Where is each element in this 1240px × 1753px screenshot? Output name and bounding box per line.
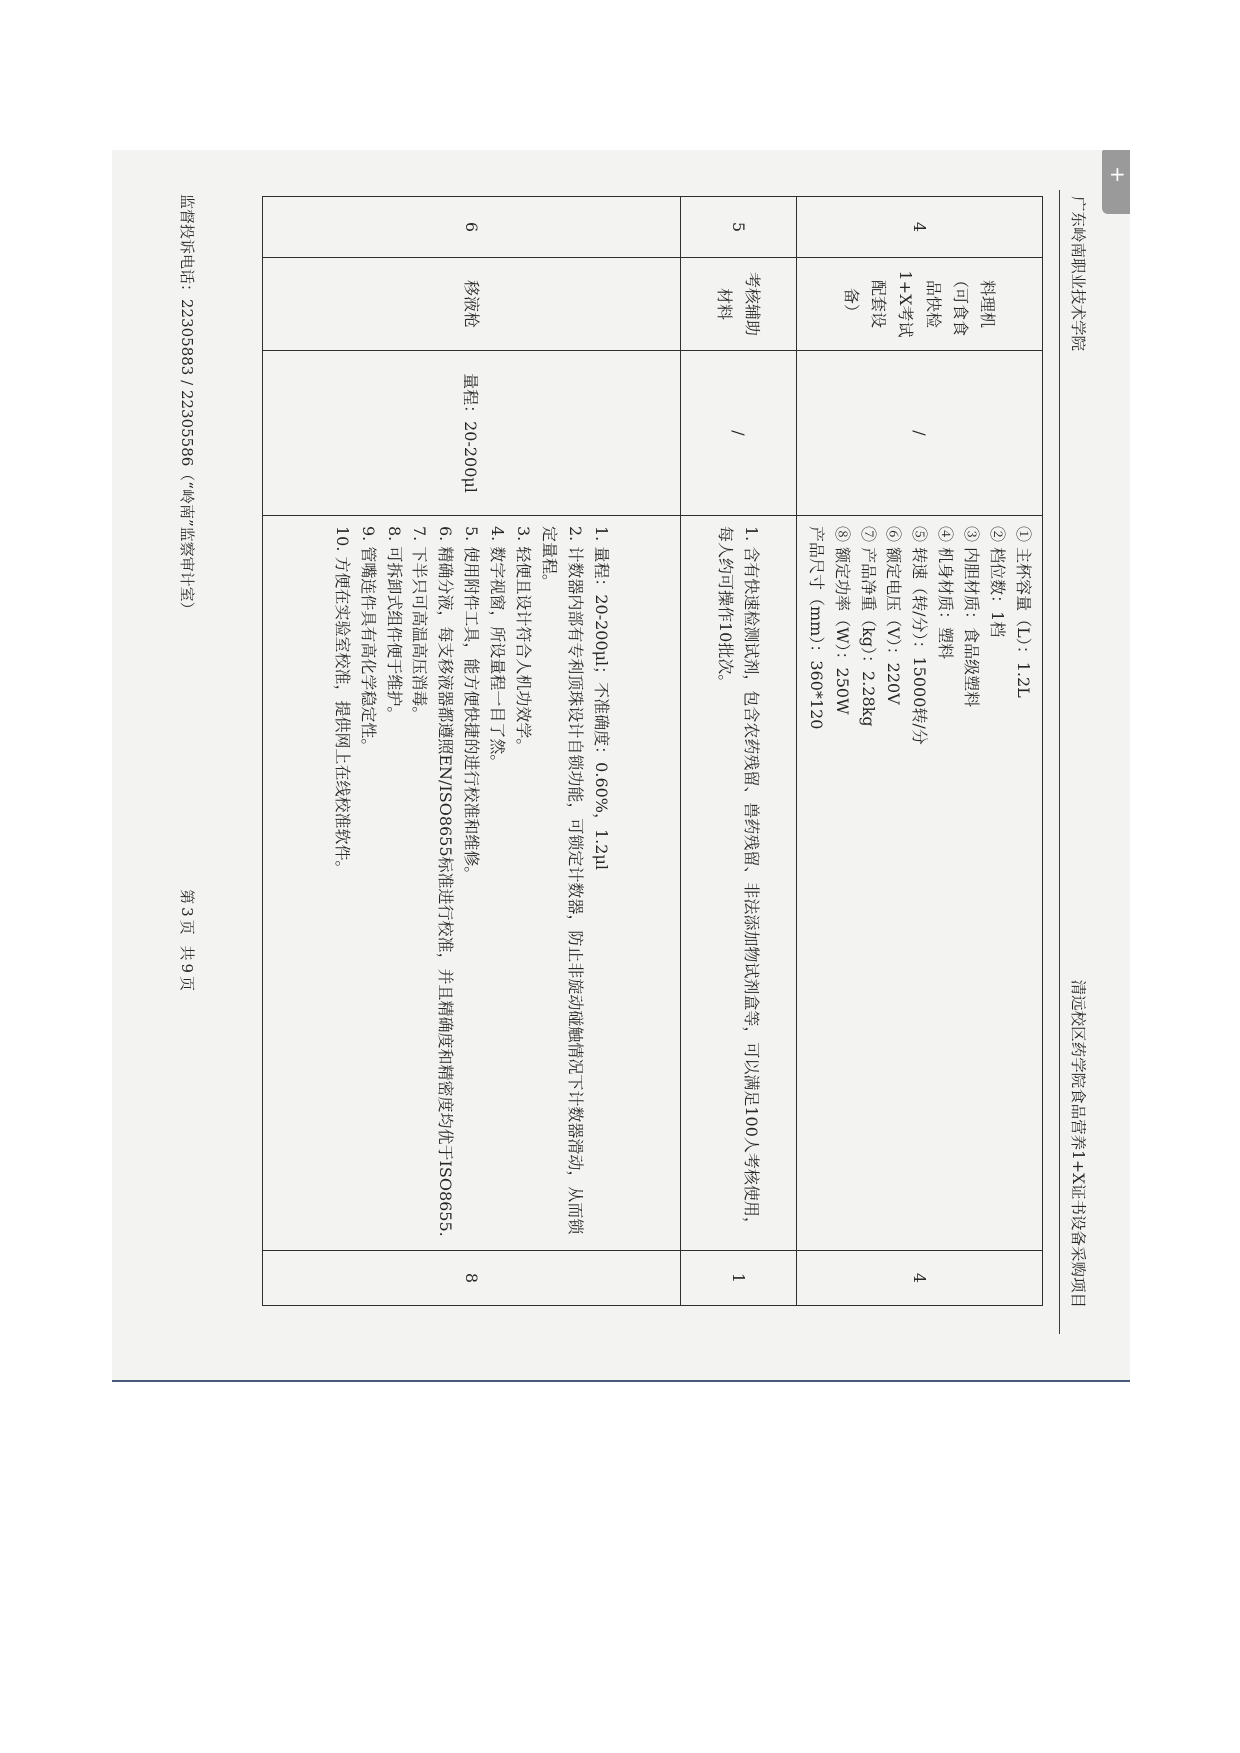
item-param: / <box>680 351 796 516</box>
spec-line: 1. 含有快速检测试剂，包含农药残留、兽药残留、非法添加物试剂盒等，可以满足100人考核使用，每人约可操作10批次。 <box>716 526 762 1233</box>
spec-line: 2. 计数器内部有专利顶珠设计自锁功能，可锁定计数器，防止非旋动碰触情况下计数器滑动，从而锁定量程。 <box>540 526 585 1235</box>
spec-line: ⑥ 额定电压（V）：220V <box>884 526 904 705</box>
equipment-table <box>262 196 1043 1306</box>
plus-icon: + <box>1109 162 1126 186</box>
page-header <box>1059 190 1102 1334</box>
spec-line: ① 主杯容量（L）：1.2L <box>1014 526 1033 698</box>
item-qty: 4 <box>796 1251 1042 1306</box>
project-title: 清远校区药学院食品营养1+X证书设备采购项目 <box>1069 979 1087 1308</box>
table-row <box>262 197 680 1306</box>
item-param: / <box>796 351 1042 516</box>
spec-line: 4. 数字视窗，所设量程一目了然。 <box>488 526 508 771</box>
item-param: 量程：20-200μl <box>262 351 680 516</box>
spec-line: 1. 量程：20-200μl；不准确度：0.60%，1.2μl <box>591 526 611 870</box>
item-name: 移液枪 <box>262 258 680 351</box>
spec-line: 产品尺寸（mm）：360*120 <box>806 526 826 730</box>
item-qty: 8 <box>262 1251 680 1306</box>
table-row <box>796 197 1042 1306</box>
spec-line: ② 档位数：1档 <box>988 526 1008 638</box>
item-name: 料理机 （可食食 品快检 1+X考试 配套设 备） <box>796 258 1042 351</box>
rotated-document <box>112 150 1148 1380</box>
page-number: 第3页 共9页 <box>178 889 196 994</box>
item-spec <box>680 516 796 1251</box>
spec-line: 3. 轻便且设计符合人机功效学。 <box>514 526 534 755</box>
row-index: 6 <box>262 197 680 258</box>
spec-line: ④ 机身材质：塑料 <box>936 526 956 660</box>
spec-line: ③ 内胆材质：食品级塑料 <box>962 526 982 708</box>
school-name: 广东岭南职业技术学院 <box>1069 196 1087 352</box>
item-spec <box>262 516 680 1251</box>
spec-line: 9. 管嘴连件具有高化学稳定性。 <box>358 526 378 755</box>
row-index: 5 <box>680 197 796 258</box>
spec-line: 8. 可拆卸式组件便于维护。 <box>384 526 404 723</box>
spec-line: ⑧ 额定功率（W）：250W <box>832 526 852 715</box>
item-spec <box>796 516 1042 1251</box>
complaint-hotline: 监督投诉电话：22305883 / 22305586（“岭南”监察审计室） <box>178 194 196 617</box>
spec-line: 5. 使用附件工具，能方便快捷的进行校准和维修。 <box>462 526 482 883</box>
table-row <box>680 197 796 1306</box>
spec-line: ⑤ 转速（转/分）：15000转/分 <box>910 526 930 745</box>
row-index: 4 <box>796 197 1042 258</box>
spec-line: ⑦ 产品净重（kg）：2.28kg <box>858 526 878 727</box>
spec-line: 10. 方便在实验室校准，提供网上在线校准软件。 <box>332 526 352 877</box>
spec-line: 6. 精确分液，每支移液器都遵照EN/ISO8655标准进行校准，并且精确度和精密度均优于ISO8655. <box>436 526 456 1237</box>
item-name: 考核辅助 材料 <box>680 258 796 351</box>
item-qty: 1 <box>680 1251 796 1306</box>
spec-line: 7. 下半只可高温高压消毒。 <box>410 526 430 723</box>
